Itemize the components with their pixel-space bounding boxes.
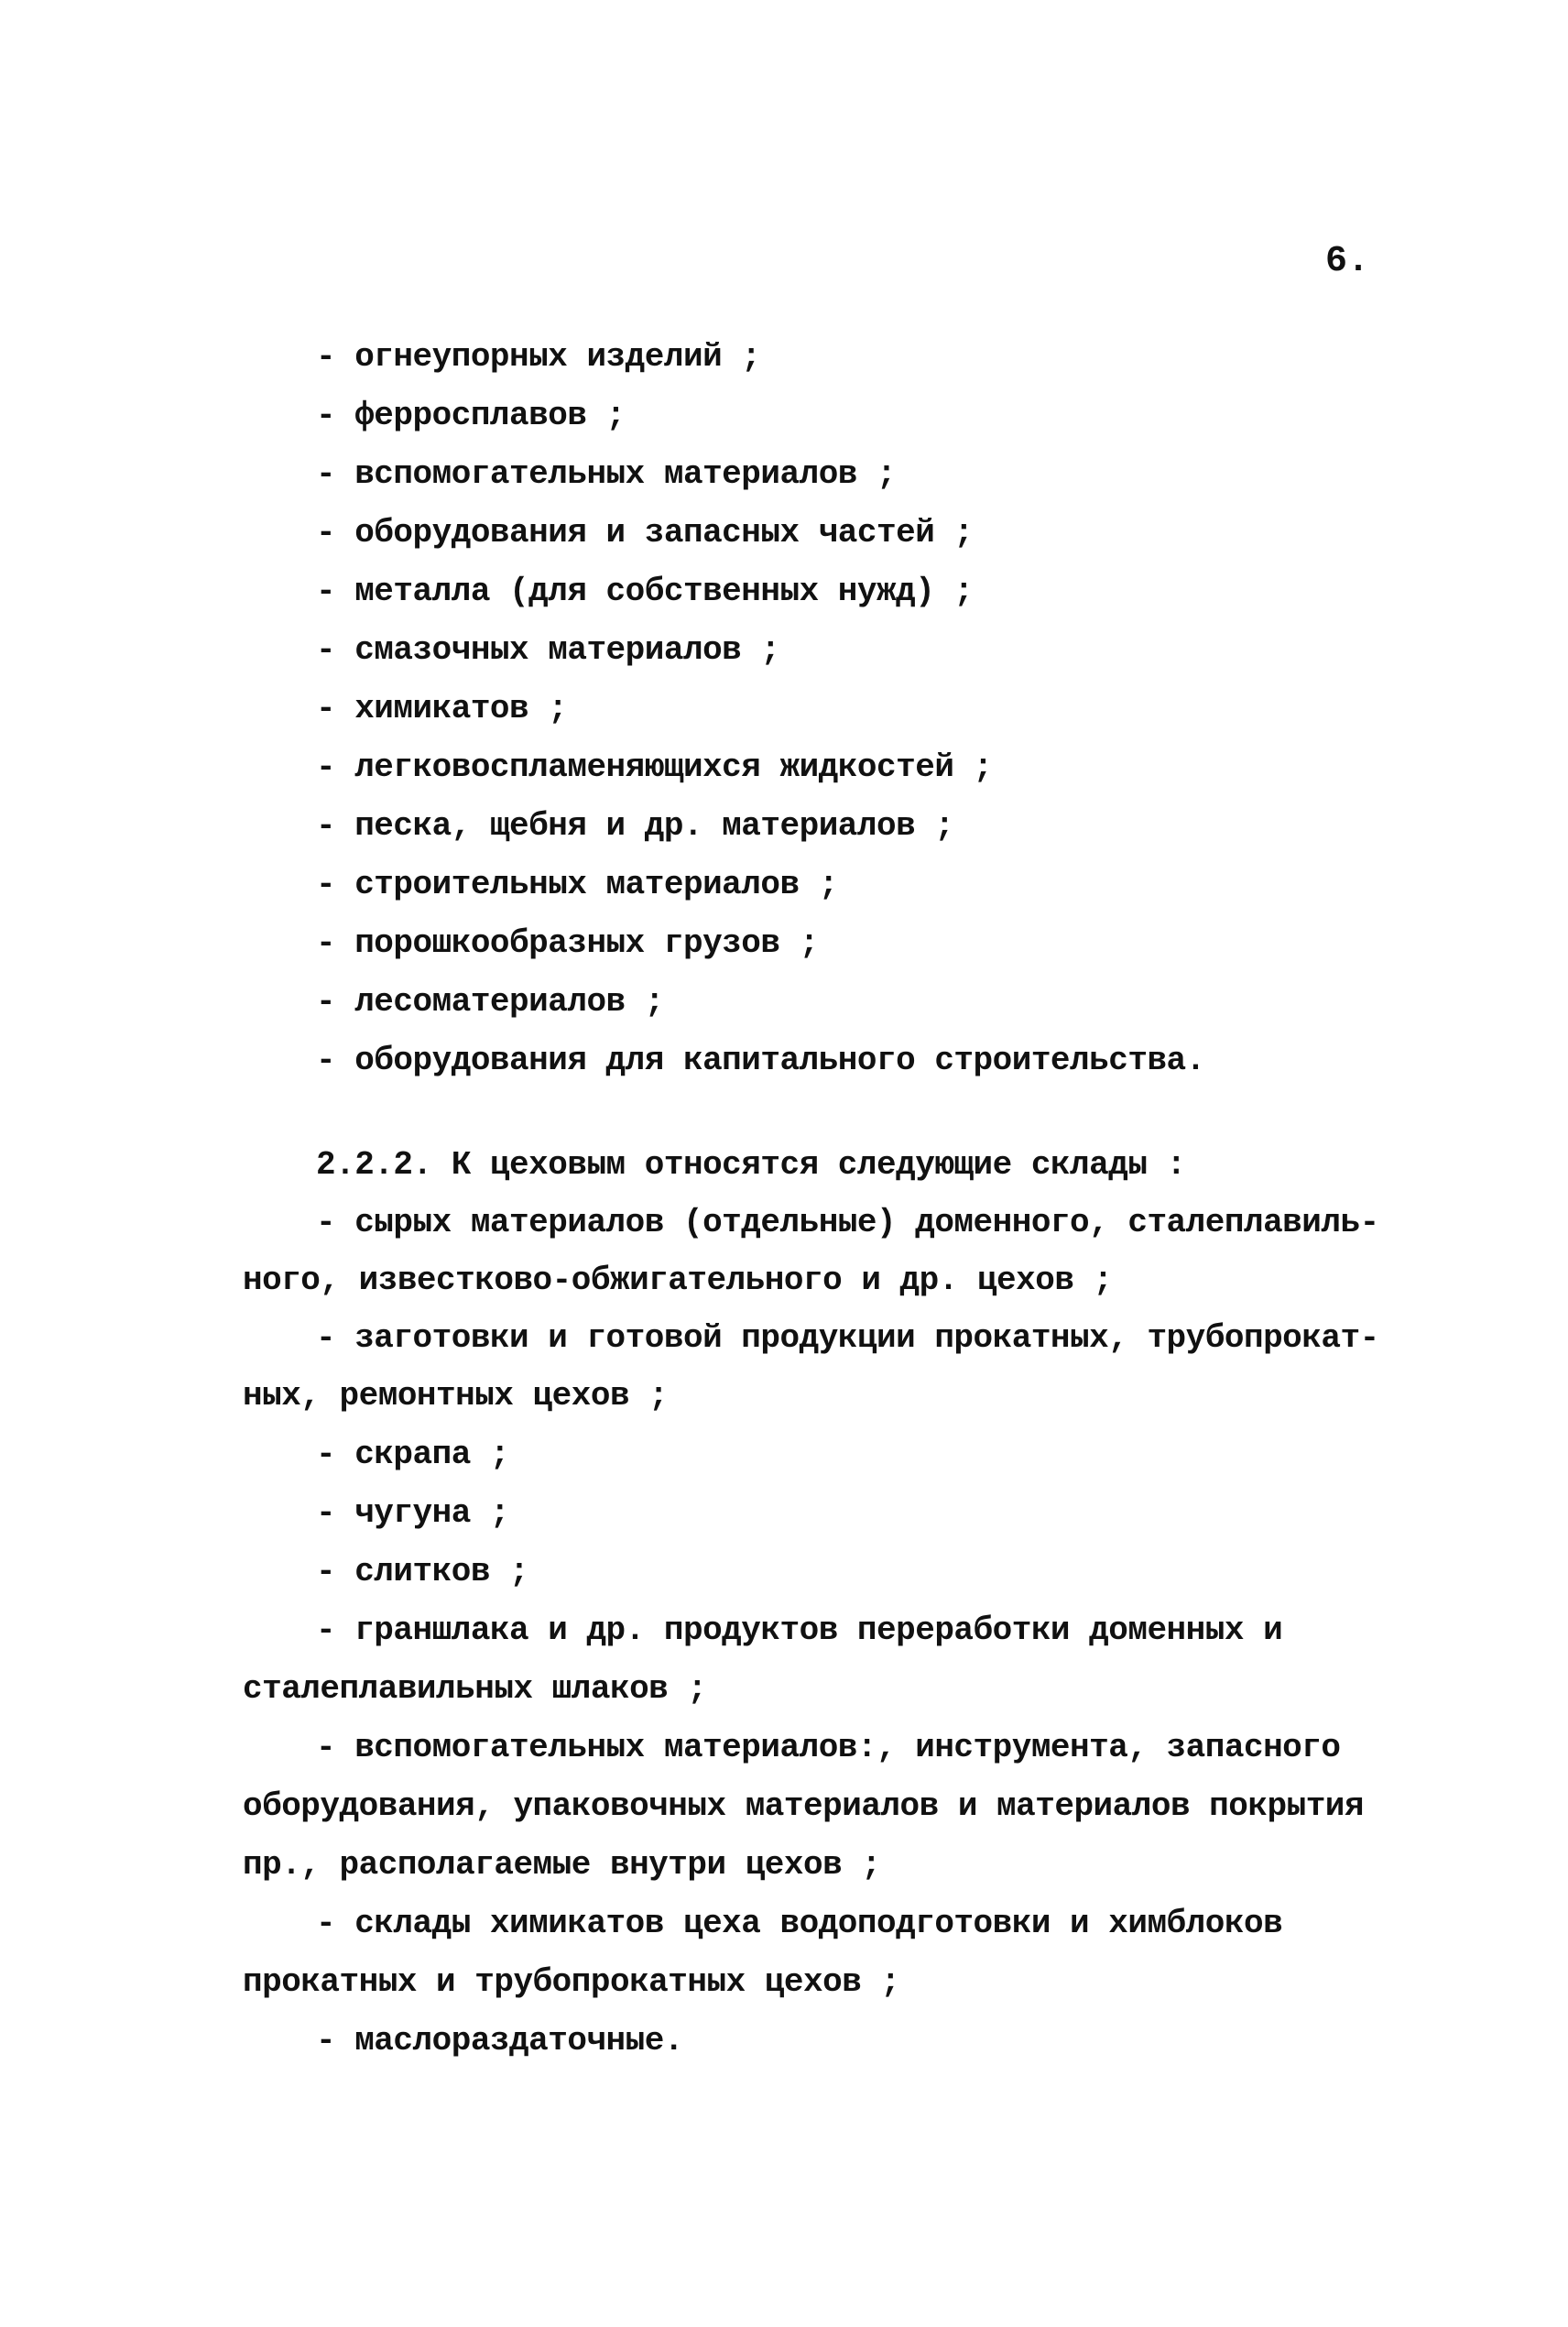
paragraph-line: - граншлака и др. продуктов переработки доменных и xyxy=(316,1611,1283,1649)
paragraph-line: - чугуна ; xyxy=(316,1494,510,1532)
list-item: - ферросплавов ; xyxy=(316,397,626,434)
list-item: - огнеупорных изделий ; xyxy=(316,338,761,376)
paragraph-line: прокатных и трубопрокатных цехов ; xyxy=(243,1963,900,2001)
list-item: - лесоматериалов ; xyxy=(316,983,664,1021)
paragraph-line: - скрапа ; xyxy=(316,1436,510,1473)
paragraph-line: ных, ремонтных цехов ; xyxy=(243,1377,669,1415)
paragraph-line: - сырых материалов (отдельные) доменного, сталеплавиль- xyxy=(316,1204,1379,1241)
paragraph-line: - слитков ; xyxy=(316,1553,529,1590)
list-item: - строительных материалов ; xyxy=(316,866,838,903)
paragraph-line: - маслораздаточные. xyxy=(316,2022,683,2059)
list-item: - оборудования и запасных частей ; xyxy=(316,514,974,552)
list-item: - порошкообразных грузов ; xyxy=(316,924,819,962)
paragraph-line: оборудования, упаковочных материалов и материалов покрытия xyxy=(243,1787,1365,1825)
list-item: - оборудования для капитального строительства. xyxy=(316,1042,1205,1079)
page-number: 6. xyxy=(1325,241,1370,282)
paragraph-line: - заготовки и готовой продукции прокатных, трубопрокат- xyxy=(316,1319,1379,1357)
section-heading: 2.2.2. К цеховым относятся следующие склады : xyxy=(316,1146,1186,1184)
list-item: - песка, щебня и др. материалов ; xyxy=(316,807,954,845)
paragraph-line: - склады химикатов цеха водоподготовки и химблоков xyxy=(316,1905,1283,1942)
paragraph-line: - вспомогательных материалов:, инструмента, запасного xyxy=(316,1729,1341,1766)
list-item: - смазочных материалов ; xyxy=(316,631,780,669)
list-item: - легковоспламеняющихся жидкостей ; xyxy=(316,748,993,786)
list-item: - химикатов ; xyxy=(316,690,568,727)
paragraph-line: ного, известково-обжигательного и др. цехов ; xyxy=(243,1262,1113,1299)
list-item: - вспомогательных материалов ; xyxy=(316,455,897,493)
list-item: - металла (для собственных нужд) ; xyxy=(316,573,974,610)
paragraph-line: сталеплавильных шлаков ; xyxy=(243,1670,707,1708)
paragraph-line: пр., располагаемые внутри цехов ; xyxy=(243,1846,881,1884)
